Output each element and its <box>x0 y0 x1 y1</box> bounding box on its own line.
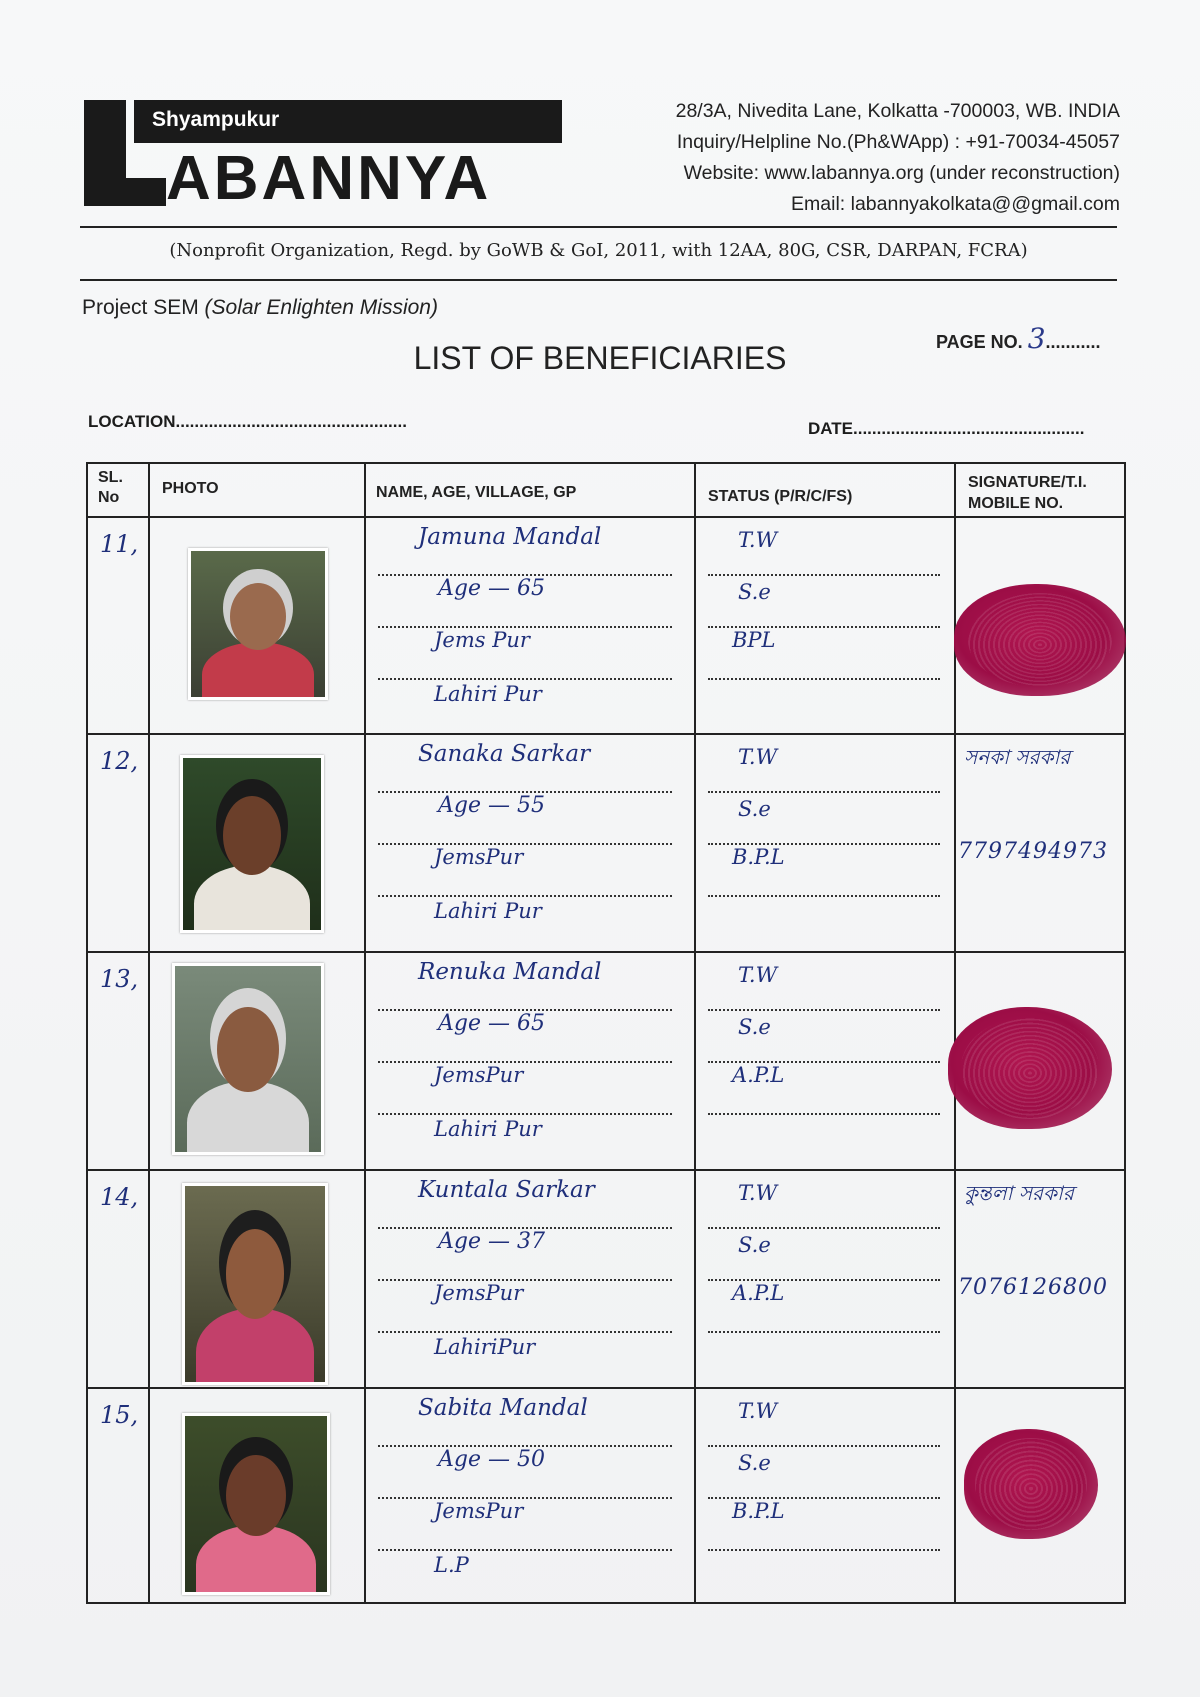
address: 28/3A, Nivedita Lane, Kolkatta -700003, WB. INDIA <box>675 100 1120 122</box>
beneficiary-village: JemsPur <box>434 1499 524 1523</box>
beneficiary-gp: Lahiri Pur <box>434 682 542 706</box>
table-row <box>88 735 1124 953</box>
status-2: S.e <box>738 797 771 821</box>
beneficiary-name: Sabita Mandal <box>418 1395 588 1421</box>
beneficiary-name: Kuntala Sarkar <box>418 1177 595 1203</box>
serial-number: 15, <box>100 1401 139 1429</box>
beneficiary-village: JemsPur <box>434 1063 524 1087</box>
thumb-impression <box>954 584 1126 696</box>
page-number <box>936 322 1101 355</box>
serial-number: 12, <box>100 747 139 775</box>
beneficiary-name: Renuka Mandal <box>418 959 602 985</box>
header-rule-top <box>80 226 1117 228</box>
signature: সনকা সরকার <box>964 745 1071 769</box>
beneficiary-gp: Lahiri Pur <box>434 899 542 923</box>
serial-number: 11, <box>100 530 139 558</box>
beneficiary-age: Age — 65 <box>438 1011 545 1036</box>
status-3: A.P.L <box>732 1063 785 1087</box>
beneficiary-gp: LahiriPur <box>434 1335 536 1359</box>
location-label: LOCATION................................................. <box>88 412 407 431</box>
status-2: S.e <box>738 1233 771 1257</box>
status-3: B.P.L <box>732 845 785 869</box>
beneficiary-age: Age — 65 <box>438 576 545 601</box>
beneficiary-photo <box>182 1183 328 1385</box>
status-1: T.W <box>738 1181 778 1205</box>
thumb-impression <box>948 1007 1112 1129</box>
status-3: BPL <box>732 628 776 652</box>
beneficiary-age: Age — 37 <box>438 1229 545 1254</box>
beneficiary-gp: Lahiri Pur <box>434 1117 542 1141</box>
header-signature: SIGNATURE/T.I. MOBILE NO. <box>968 474 1087 512</box>
project-subtitle: (Solar Enlighten Mission) <box>204 296 438 319</box>
project-name: Project SEM <box>82 296 199 319</box>
page-no-dots: ........... <box>1045 332 1101 352</box>
logo-word: ABANNYA <box>166 144 492 213</box>
signature: কুন্তলা সরকার <box>964 1181 1074 1205</box>
beneficiary-name: Sanaka Sarkar <box>418 741 591 767</box>
status-2: S.e <box>738 1451 771 1475</box>
header-name: NAME, AGE, VILLAGE, GP <box>376 484 577 501</box>
header-photo: PHOTO <box>162 480 219 497</box>
serial-number: 14, <box>100 1183 139 1211</box>
status-3: B.P.L <box>732 1499 785 1523</box>
beneficiary-name: Jamuna Mandal <box>418 524 602 550</box>
beneficiary-gp: L.P <box>434 1553 469 1577</box>
header-status: STATUS (P/R/C/FS) <box>708 488 853 505</box>
list-title: LIST OF BENEFICIARIES <box>413 340 787 376</box>
serial-number: 13, <box>100 965 139 993</box>
status-2: S.e <box>738 1015 771 1039</box>
logo-small-text: Shyampukur <box>152 108 280 131</box>
status-3: A.P.L <box>732 1281 785 1305</box>
date-label: DATE................................................. <box>808 419 1085 438</box>
beneficiary-village: Jems Pur <box>434 628 530 652</box>
beneficiary-photo <box>172 963 324 1155</box>
website: Website: www.labannya.org (under reconstruction) <box>683 162 1120 184</box>
table-header <box>88 464 1124 518</box>
thumb-impression <box>964 1429 1098 1539</box>
status-1: T.W <box>738 963 778 987</box>
status-1: T.W <box>738 1399 778 1423</box>
status-1: T.W <box>738 528 778 552</box>
header-rule-bottom <box>80 279 1117 281</box>
beneficiary-table <box>86 462 1126 1604</box>
contact-block <box>676 96 1120 220</box>
table-row <box>88 518 1124 735</box>
table-row <box>88 953 1124 1171</box>
project-label <box>82 296 438 320</box>
helpline: Inquiry/Helpline No.(Ph&WApp) : +91-70034-45057 <box>676 131 1120 153</box>
status-1: T.W <box>738 745 778 769</box>
beneficiary-age: Age — 55 <box>438 793 545 818</box>
beneficiary-age: Age — 50 <box>438 1447 545 1472</box>
table-row <box>88 1171 1124 1389</box>
beneficiary-photo <box>188 548 328 700</box>
header-sl: SL. No <box>98 469 123 506</box>
status-2: S.e <box>738 580 771 604</box>
beneficiary-village: JemsPur <box>434 1281 524 1305</box>
mobile-number: 7797494973 <box>958 839 1108 864</box>
mobile-number: 7076126800 <box>958 1275 1108 1300</box>
page-no-value: 3 <box>1027 322 1046 355</box>
beneficiary-village: JemsPur <box>434 845 524 869</box>
beneficiary-photo <box>182 1413 330 1595</box>
page-no-label: PAGE NO. <box>936 332 1028 352</box>
labannya-logo <box>84 98 562 213</box>
org-subtitle: (Nonprofit Organization, Regd. by GoWB & GoI, 2011, with 12AA, 80G, CSR, DARPAN, FCRA) <box>169 240 1028 261</box>
table-row <box>88 1389 1124 1602</box>
email: Email: labannyakolkata@@gmail.com <box>791 193 1120 215</box>
beneficiary-photo <box>180 755 324 933</box>
